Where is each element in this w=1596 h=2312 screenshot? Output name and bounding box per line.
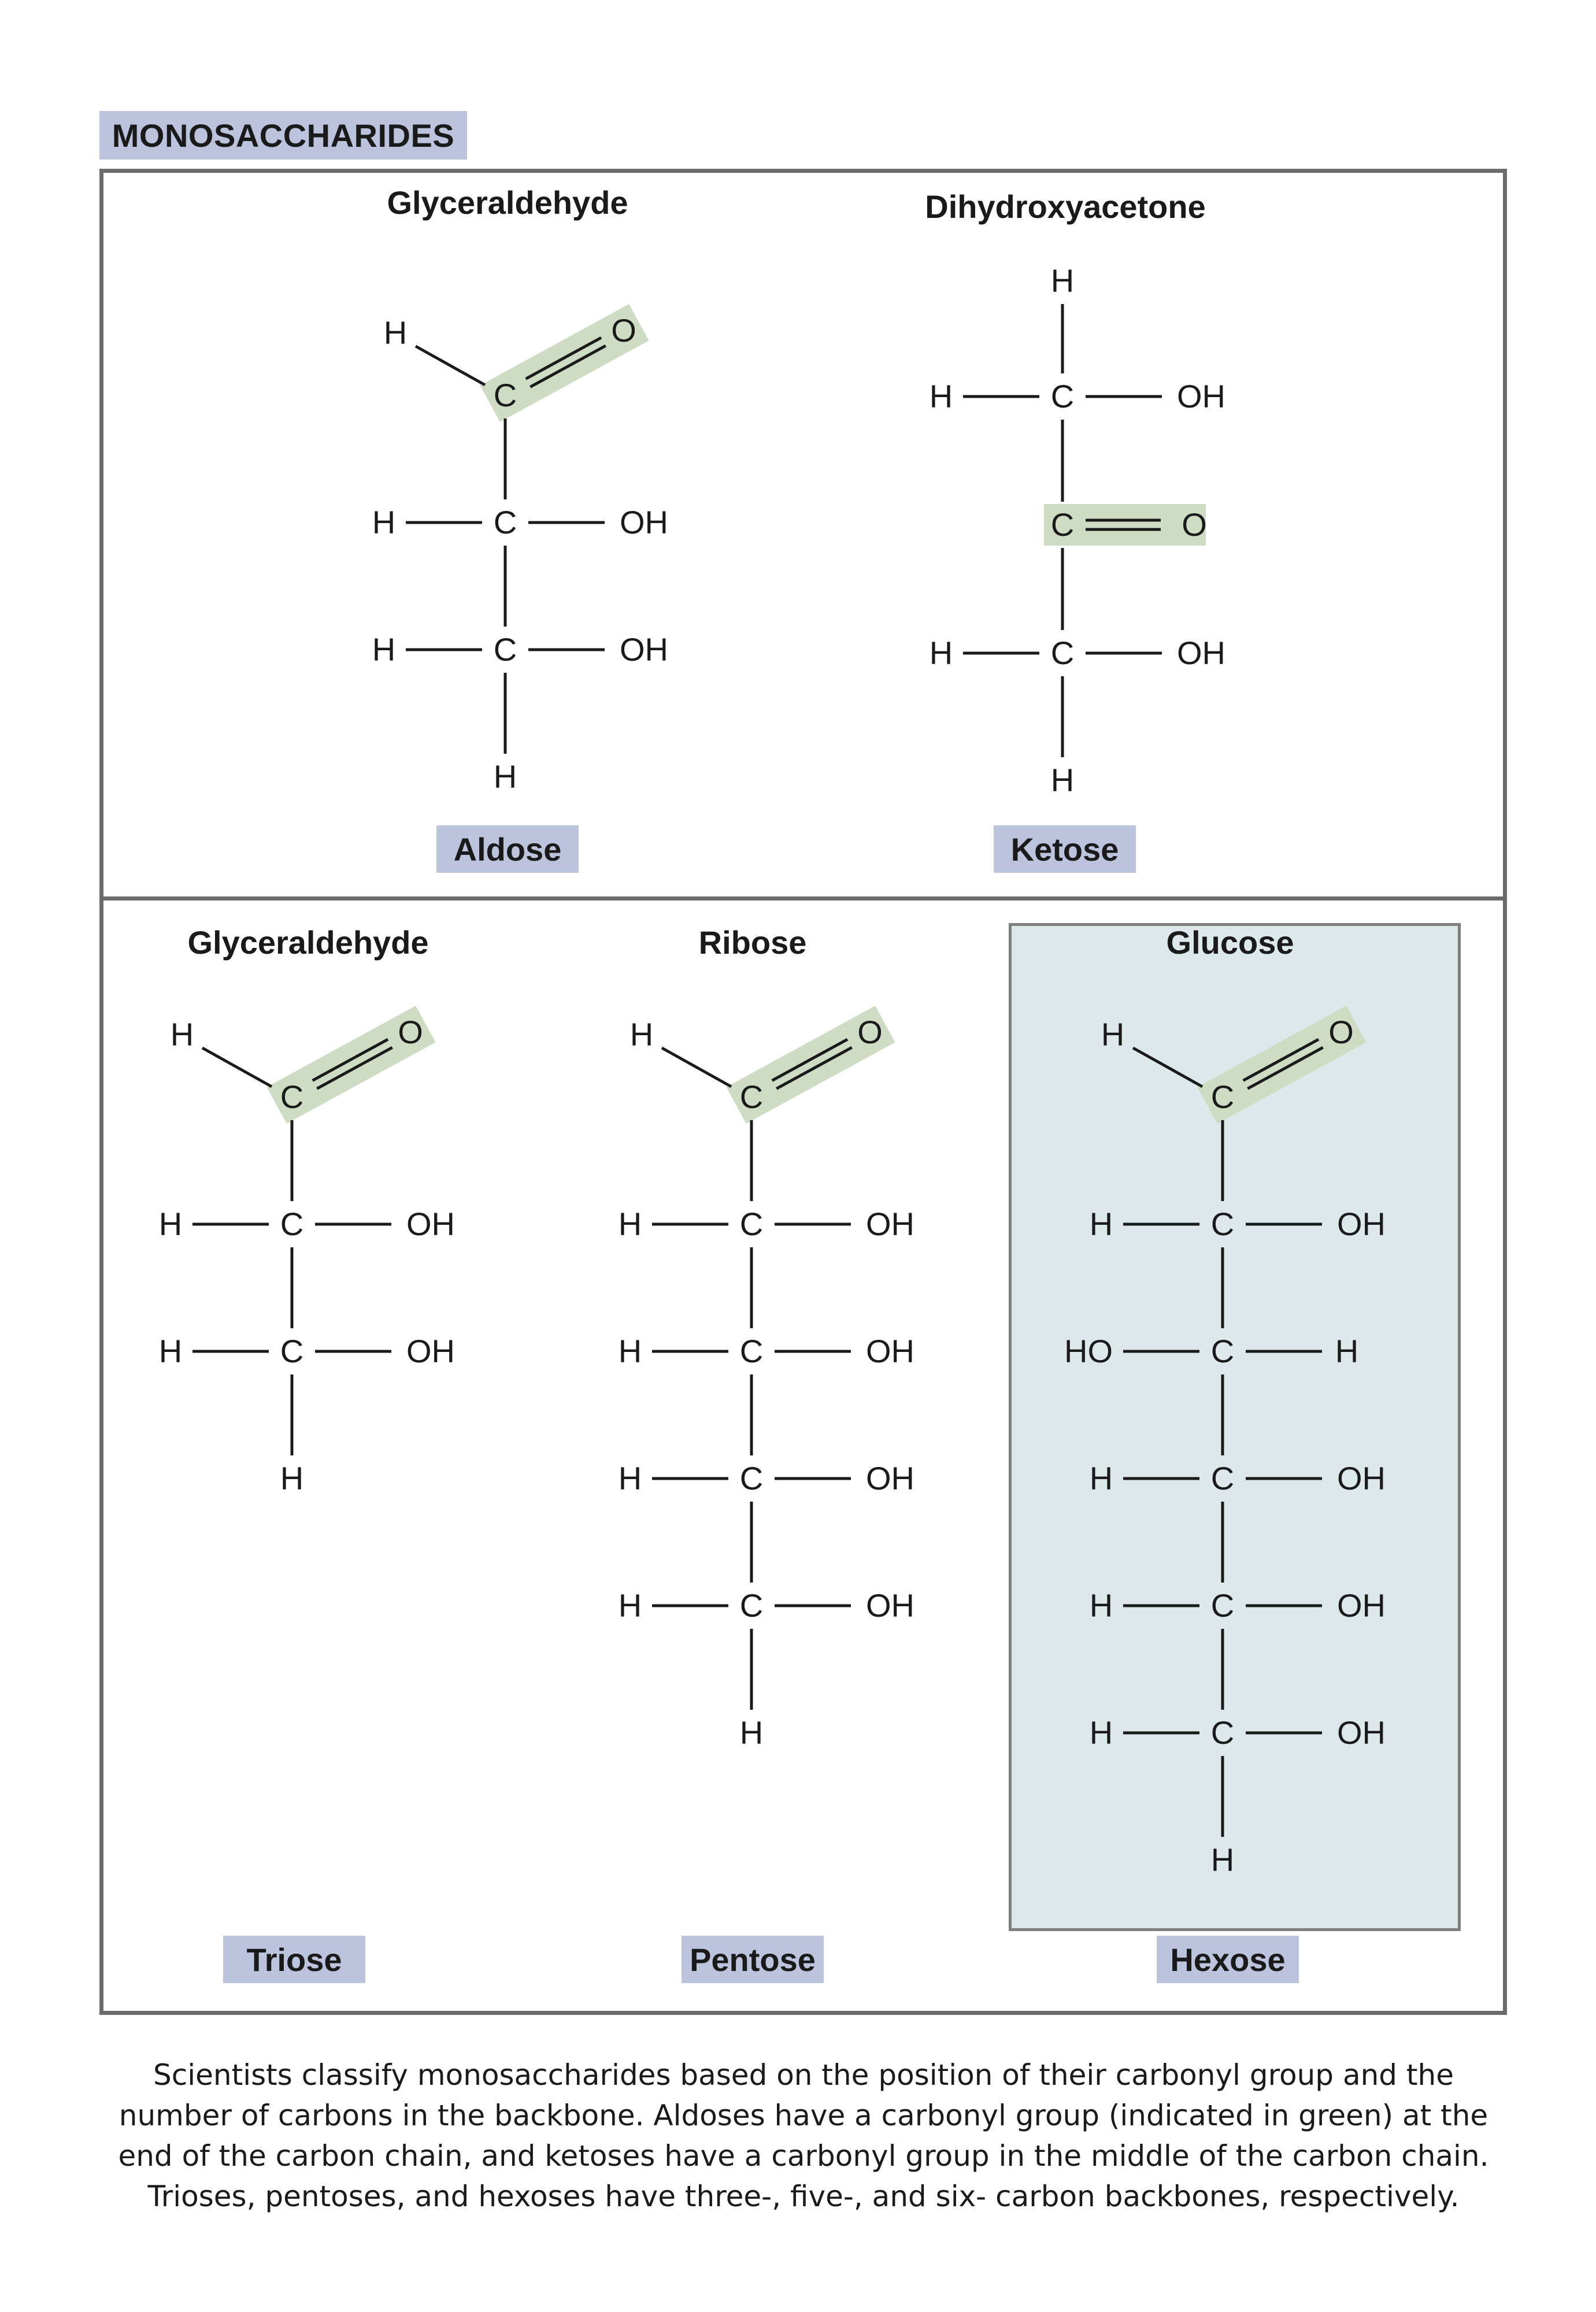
pentose-aldehyde-hydrogen: H (629, 1016, 654, 1053)
pentose-c5-left-group: H (618, 1587, 642, 1624)
pentose-terminal-hydrogen: H (739, 1714, 764, 1751)
diagram-heading: MONOSACCHARIDES (99, 111, 467, 160)
triose-c2-carbon: C (280, 1206, 304, 1242)
ketose-c1-left-group: H (929, 378, 953, 414)
aldose-carbonyl-oxygen: O (611, 312, 636, 349)
hexose-c3-right-group: H (1335, 1333, 1359, 1369)
hexose-c4-carbon: C (1210, 1460, 1235, 1496)
triose-label: Triose (223, 1936, 365, 1983)
hexose-c3-left-group: HO (1064, 1333, 1113, 1369)
hexose-terminal-hydrogen: H (1210, 1842, 1235, 1878)
triose-c3-left-group: H (158, 1333, 183, 1369)
glyceraldehyde-title-bottom: Glyceraldehyde (187, 924, 429, 961)
ketose-c1-right-group: OH (1177, 378, 1225, 414)
ketose-c3-right-group: OH (1177, 635, 1225, 671)
triose-c3-right-group: OH (406, 1333, 455, 1369)
figure-caption: Scientists classify monosaccharides based on the position of their carbonyl group and the number of carbons in the backbone. Aldoses have a carbonyl group (indicated in green) at the end of the carbon chain, and ketoses have a carbonyl group in the middle of the carbon chain. Trioses, pentoses, and hexoses have three-, five-, and six- carbon backbones, respectively. (118, 2058, 1489, 2213)
aldose-c3-carbon: C (493, 631, 517, 668)
aldose-terminal-hydrogen: H (493, 758, 517, 795)
hexose-c6-right-group: OH (1337, 1714, 1386, 1751)
pentose-c3-left-group: H (618, 1333, 642, 1369)
hexose-carbonyl-oxygen: O (1328, 1014, 1354, 1050)
ketose-c3-left-group: H (929, 635, 953, 671)
ketose-label: Ketose (994, 825, 1136, 873)
hexose-carbonyl-carbon: C (1210, 1079, 1235, 1115)
hexose-c4-left-group: H (1089, 1460, 1113, 1496)
ribose-title: Ribose (698, 924, 807, 961)
pentose-c2-carbon: C (739, 1206, 764, 1242)
aldose-aldehyde-hydrogen: H (383, 314, 408, 351)
pentose-c5-right-group: OH (866, 1587, 914, 1624)
ketose-bottom-hydrogen: H (1050, 762, 1075, 798)
hexose-c5-left-group: H (1089, 1587, 1113, 1624)
aldose-c2-carbon: C (493, 504, 517, 540)
pentose-label: Pentose (682, 1936, 824, 1983)
hexose-c5-right-group: OH (1337, 1587, 1386, 1624)
hexose-c6-carbon: C (1210, 1714, 1235, 1751)
hexose-c3-carbon: C (1210, 1333, 1235, 1369)
hexose-aldehyde-h-bond (1133, 1048, 1202, 1087)
aldose-c2-left-group: H (372, 504, 396, 540)
hexose-c6-left-group: H (1089, 1714, 1113, 1751)
hexose-aldehyde-hydrogen: H (1101, 1016, 1125, 1053)
pentose-c3-right-group: OH (866, 1333, 914, 1369)
aldose-label: Aldose (436, 825, 579, 873)
triose-c2-left-group: H (158, 1206, 183, 1242)
glyceraldehyde-title-top: Glyceraldehyde (387, 184, 628, 221)
pentose-c5-carbon: C (739, 1587, 764, 1624)
aldose-c3-right-group: OH (620, 631, 668, 668)
triose-carbonyl-oxygen: O (398, 1014, 423, 1050)
dihydroxyacetone-title: Dihydroxyacetone (925, 188, 1206, 225)
hexose-c4-right-group: OH (1337, 1460, 1386, 1496)
triose-carbonyl-carbon: C (280, 1079, 304, 1115)
ketose-c3-carbon: C (1050, 635, 1075, 671)
pentose-c3-carbon: C (739, 1333, 764, 1369)
ketose-carbonyl-carbon: C (1050, 506, 1075, 543)
glucose-title: Glucose (1166, 924, 1294, 961)
hexose-label: Hexose (1157, 1936, 1299, 1983)
ketose-c1-carbon: C (1050, 378, 1075, 414)
aldose-c3-left-group: H (372, 631, 396, 668)
pentose-carbonyl-oxygen: O (857, 1014, 883, 1050)
triose-terminal-hydrogen: H (280, 1460, 304, 1496)
hexose-c2-carbon: C (1210, 1206, 1235, 1242)
pentose-aldehyde-h-bond (662, 1048, 731, 1087)
aldose-carbonyl-carbon: C (493, 377, 517, 413)
triose-aldehyde-h-bond (202, 1048, 272, 1087)
triose-aldehyde-hydrogen: H (170, 1016, 194, 1053)
ketose-carbonyl-oxygen: O (1182, 506, 1207, 543)
aldose-aldehyde-h-bond (416, 346, 485, 385)
hexose-c2-left-group: H (1089, 1206, 1113, 1242)
pentose-c4-carbon: C (739, 1460, 764, 1496)
pentose-carbonyl-carbon: C (739, 1079, 764, 1115)
hexose-c5-carbon: C (1210, 1587, 1235, 1624)
pentose-c2-left-group: H (618, 1206, 642, 1242)
triose-c3-carbon: C (280, 1333, 304, 1369)
triose-c2-right-group: OH (406, 1206, 455, 1242)
pentose-c4-left-group: H (618, 1460, 642, 1496)
hexose-c2-right-group: OH (1337, 1206, 1386, 1242)
aldose-c2-right-group: OH (620, 504, 668, 540)
ketose-top-hydrogen: H (1050, 262, 1075, 299)
pentose-c4-right-group: OH (866, 1460, 914, 1496)
pentose-c2-right-group: OH (866, 1206, 914, 1242)
